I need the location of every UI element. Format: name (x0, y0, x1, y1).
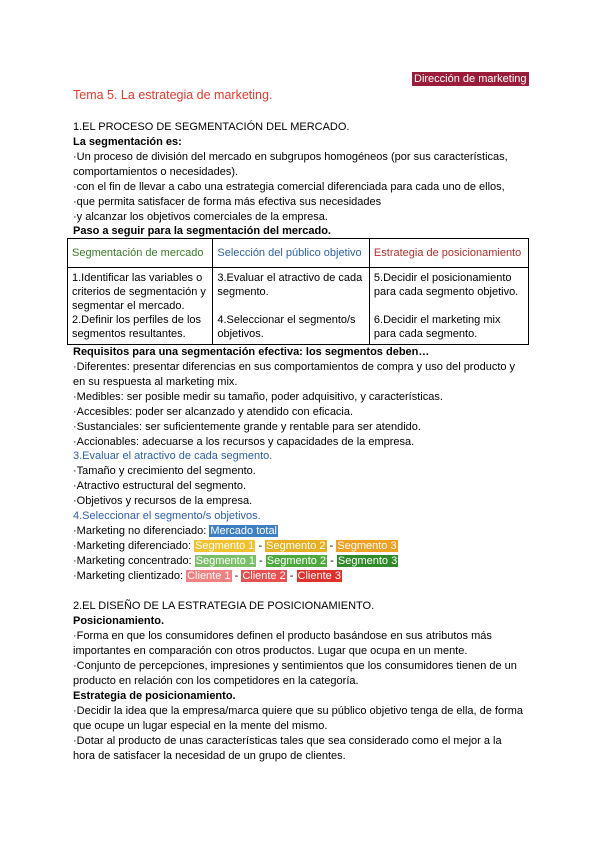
cell-line: criterios de segmentación y (72, 286, 206, 298)
client-tag: Cliente 1 (187, 570, 231, 582)
paragraph-line: hora de satisfacer la necesidad de un grupo de clientes. (73, 750, 346, 762)
cell-line: segmentos resultantes. (72, 328, 186, 340)
paragraph-line: producto en relación con los competidores en la categoría. (73, 675, 359, 687)
separator: - (231, 570, 242, 582)
evaluate-heading: 3.Evaluar el atractivo de cada segmento. (73, 450, 273, 462)
cell-line: 5.Decidir el posicionamiento (373, 272, 512, 284)
marketing-type-label: ·Marketing diferenciado: (73, 540, 195, 552)
marketing-clientized (73, 569, 342, 584)
separator: - (286, 570, 297, 582)
segment-tag: Mercado total (210, 525, 278, 537)
marketing-type-label: ·Marketing concentrado: (73, 555, 195, 567)
positioning-strategy-heading: Estrategia de posicionamiento. (73, 690, 236, 702)
cell-line: 3.Evaluar el atractivo de cada (217, 272, 363, 284)
table-cell (369, 268, 528, 345)
paragraph-line: ·que permita satisfacer de forma más efectiva sus necesidades (73, 196, 382, 208)
paragraph-line: ·Atractivo estructural del segmento. (73, 480, 247, 492)
table-header-row (68, 239, 529, 268)
requirements-heading: Requisitos para una segmentación efectiva: los segmentos deben… (73, 346, 430, 358)
section-2-heading: 2.EL DISEÑO DE LA ESTRATEGIA DE POSICIONAMIENTO. (73, 600, 375, 612)
document-title: Tema 5. La estrategia de marketing. (73, 88, 273, 102)
cell-line: 6.Decidir el marketing mix (373, 314, 501, 326)
separator: - (255, 540, 266, 552)
segment-tag: Segmento 1 (195, 555, 255, 567)
client-tag: Cliente 2 (242, 570, 286, 582)
paragraph-line: ·Accesibles: poder ser alcanzado y atendido con eficacia. (73, 406, 354, 418)
segment-tag: Segmento 2 (266, 555, 327, 567)
table-cell (68, 268, 213, 345)
cell-line: segmento. (217, 286, 269, 298)
segment-tag: Segmento 1 (195, 540, 255, 552)
paragraph-line: comportamientos o necesidades). (73, 166, 239, 178)
segment-tag: Segmento 3 (337, 540, 397, 552)
paragraph-line: ·Decidir la idea que la empresa/marca quiere que su público objetivo tenga de ella, de forma (73, 705, 524, 717)
separator: - (326, 540, 337, 552)
marketing-type-label: ·Marketing clientizado: (73, 570, 187, 582)
cell-line: para cada segmento objetivo. (373, 286, 519, 298)
steps-heading: Paso a seguir para la segmentación del mercado. (73, 225, 331, 237)
paragraph-line: ·Medibles: ser posible medir su tamaño, poder adquisitivo, y características. (73, 391, 443, 403)
cell-line: para cada segmento. (373, 328, 478, 340)
paragraph-line: ·Objetivos y recursos de la empresa. (73, 495, 253, 507)
table-header-cell: Selección del público objetivo (213, 239, 370, 268)
paragraph-line: ·Sustanciales: ser suficientemente grande y rentable para ser atendido. (73, 421, 421, 433)
select-heading: 4.Seleccionar el segmento/s objetivos. (73, 510, 261, 522)
separator: - (327, 555, 337, 567)
cell-line: objetivos. (217, 328, 264, 340)
paragraph-line: ·y alcanzar los objetivos comerciales de la empresa. (73, 211, 328, 223)
paragraph-line: ·Tamaño y crecimiento del segmento. (73, 465, 256, 477)
subject-tag: Dirección de marketing (414, 73, 527, 85)
marketing-type-label: ·Marketing no diferenciado: (73, 525, 210, 537)
client-tag: Cliente 3 (297, 570, 341, 582)
paragraph-line: en su respuesta al marketing mix. (73, 376, 238, 388)
segment-tag: Segmento 2 (266, 540, 326, 552)
segment-tag: Segmento 3 (337, 555, 398, 567)
separator: - (256, 555, 266, 567)
cell-line: 4.Seleccionar el segmento/s (217, 314, 356, 326)
table-cell (213, 268, 370, 345)
table-header-cell: Estrategia de posicionamiento (369, 239, 528, 268)
table-header-cell: Segmentación de mercado (68, 239, 213, 268)
cell-line: 1.Identificar las variables o (72, 272, 203, 284)
paragraph-line: ·Forma en que los consumidores definen el producto basándose en sus atributos más (73, 630, 492, 642)
section-1-heading: 1.EL PROCESO DE SEGMENTACIÓN DEL MERCADO. (73, 121, 350, 133)
cell-line: segmentar el mercado. (72, 300, 185, 312)
paragraph-line: ·con el fin de llevar a cabo una estrategia comercial diferenciada para cada uno de ellos, (73, 181, 505, 193)
segmentation-definition-heading: La segmentación es: (73, 136, 182, 148)
paragraph-line: ·Dotar al producto de unas características tales que sea considerado como el mejor a la (73, 735, 502, 747)
cell-line (217, 299, 365, 313)
segmentation-steps-table (67, 238, 529, 345)
cell-line: 2.Definir los perfiles de los (72, 314, 202, 326)
paragraph-line: ·Un proceso de división del mercado en subgrupos homogéneos (por sus características, (73, 151, 508, 163)
paragraph-line: ·Diferentes: presentar diferencias en sus comportamientos de compra y uso del producto y (73, 361, 516, 373)
paragraph-line: que ocupe un lugar especial en la mente del mismo. (73, 720, 328, 732)
paragraph-line: ·Accionables: adecuarse a los recursos y capacidades de la empresa. (73, 436, 415, 448)
table-row (68, 268, 529, 345)
cell-line (374, 299, 524, 313)
marketing-undifferentiated (73, 524, 278, 539)
paragraph-line: importantes en comparación con otros productos. Lugar que ocupa en un mente. (73, 645, 468, 657)
marketing-differentiated (73, 539, 398, 554)
paragraph-line: ·Conjunto de percepciones, impresiones y sentimientos que los consumidores tienen de un (73, 660, 517, 672)
marketing-concentrated (73, 554, 398, 569)
positioning-heading: Posicionamiento. (73, 615, 165, 627)
